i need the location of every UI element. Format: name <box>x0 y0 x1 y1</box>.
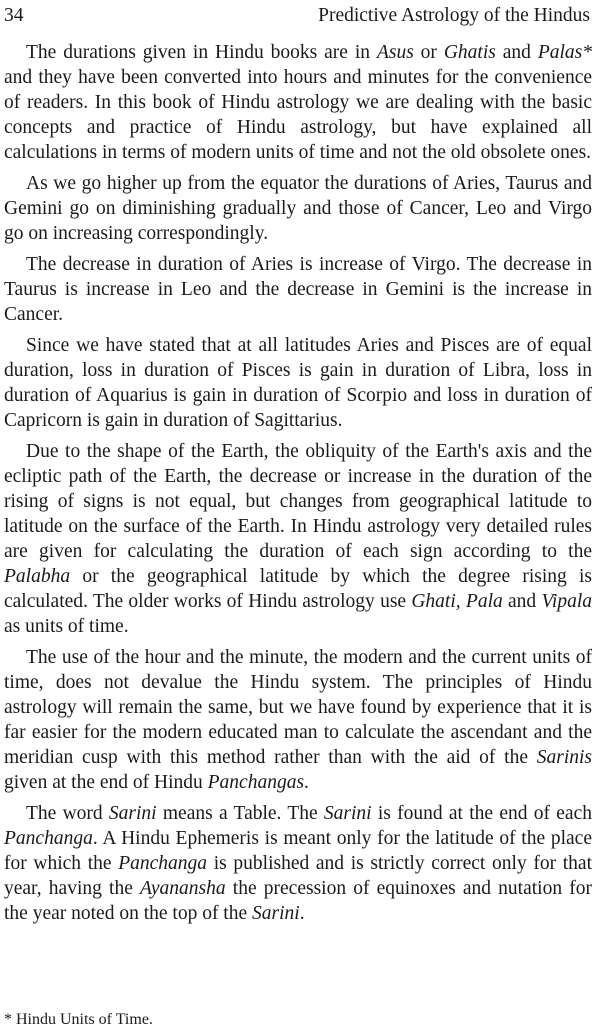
italic-term: Panchanga <box>118 853 208 874</box>
italic-term: Vipala <box>541 591 593 612</box>
paragraph-5 <box>4 439 592 639</box>
text-run: or the geographical latitude by which the degree rising is calculated. The older works of Hindu astrology use <box>4 566 592 612</box>
italic-term: Palabha <box>4 566 71 587</box>
paragraph-3 <box>4 252 592 327</box>
text-run: and they have been converted into hours and minutes for the convenience of readers. In this book of Hindu astrology we are dealing with the basic concepts and practice of Hindu astrology, but have explained all calculations in terms of modern units of time and not the old obsolete ones. <box>4 67 592 163</box>
text-run: Due to the shape of the Earth, the obliquity of the Earth's axis and the ecliptic path of the Earth, the decrease or increase in the duration of the rising of signs is not equal, but changes from geographical latitude to latitude on the surface of the Earth. In Hindu astrology very detailed rules are given for calculating the duration of each sign according to the <box>4 441 592 562</box>
text-run: means a Table. The <box>156 803 324 824</box>
paragraph-7 <box>4 801 592 926</box>
text-run: . A Hindu Ephemeris is meant only for the latitude of the place for which the <box>4 828 592 874</box>
paragraph-4 <box>4 333 592 433</box>
text-run: the precession of equinoxes and nutation for the year noted on the top of the <box>4 878 592 924</box>
paragraph-6 <box>4 645 592 795</box>
italic-term: Ghati, Pala <box>411 591 503 612</box>
running-head: Predictive Astrology of the Hindus <box>318 5 590 26</box>
text-run: is published and is strictly correct only for that year, having the <box>4 853 593 899</box>
paragraph-2 <box>4 171 592 246</box>
footnote: * Hindu Units of Time. <box>4 1011 153 1028</box>
text-run: given at the end of Hindu <box>4 772 208 793</box>
italic-term: Asus <box>376 42 414 63</box>
italic-term: Palas* <box>537 42 592 63</box>
italic-term: Ayanansha <box>140 878 226 899</box>
text-run: and <box>502 591 542 612</box>
italic-term: Panchanga <box>4 828 93 849</box>
text-run: As we go higher up from the equator the durations of Aries, Taurus and Gemini go on diminishing gradually and those of Cancer, Leo and Virgo go on increasing correspondingly. <box>4 173 592 244</box>
text-run: The durations given in Hindu books are in <box>26 42 377 63</box>
paragraph-1 <box>4 40 592 165</box>
text-run: is found at the end of each <box>371 803 592 824</box>
page-number: 34 <box>4 5 24 26</box>
page-header <box>4 2 590 30</box>
italic-term: Panchangas <box>207 772 305 793</box>
text-run: Since we have stated that at all latitudes Aries and Pisces are of equal duration, loss in duration of Pisces is gain in duration of Libra, loss in duration of Aquarius is gain in duration of Scorpio and loss in duration of Capricorn is gain in duration of Sagittarius. <box>4 335 592 431</box>
italic-term: Sarini <box>108 803 157 824</box>
italic-term: Ghatis <box>443 42 496 63</box>
text-run: The use of the hour and the minute, the modern and the current units of time, does not devalue the Hindu system. The principles of Hindu astrology will remain the same, but we have found by experience that it is far easier for the modern educated man to calculate the ascendant and the meridian cusp with this method rather than with the aid of the <box>4 647 592 768</box>
italic-term: Sarinis <box>536 747 592 768</box>
text-run: The decrease in duration of Aries is increase of Virgo. The decrease in Taurus is increase in Leo and the decrease in Gemini is the increase in Cancer. <box>4 254 592 325</box>
text-run: . <box>299 903 305 924</box>
text-run: . <box>304 772 309 793</box>
text-run: and <box>495 42 538 63</box>
italic-term: Sarini <box>323 803 372 824</box>
body-text <box>4 40 592 932</box>
text-run: as units of time. <box>4 616 129 637</box>
text-run: or <box>413 42 444 63</box>
text-run: The word <box>26 803 109 824</box>
italic-term: Sarini <box>252 903 300 924</box>
